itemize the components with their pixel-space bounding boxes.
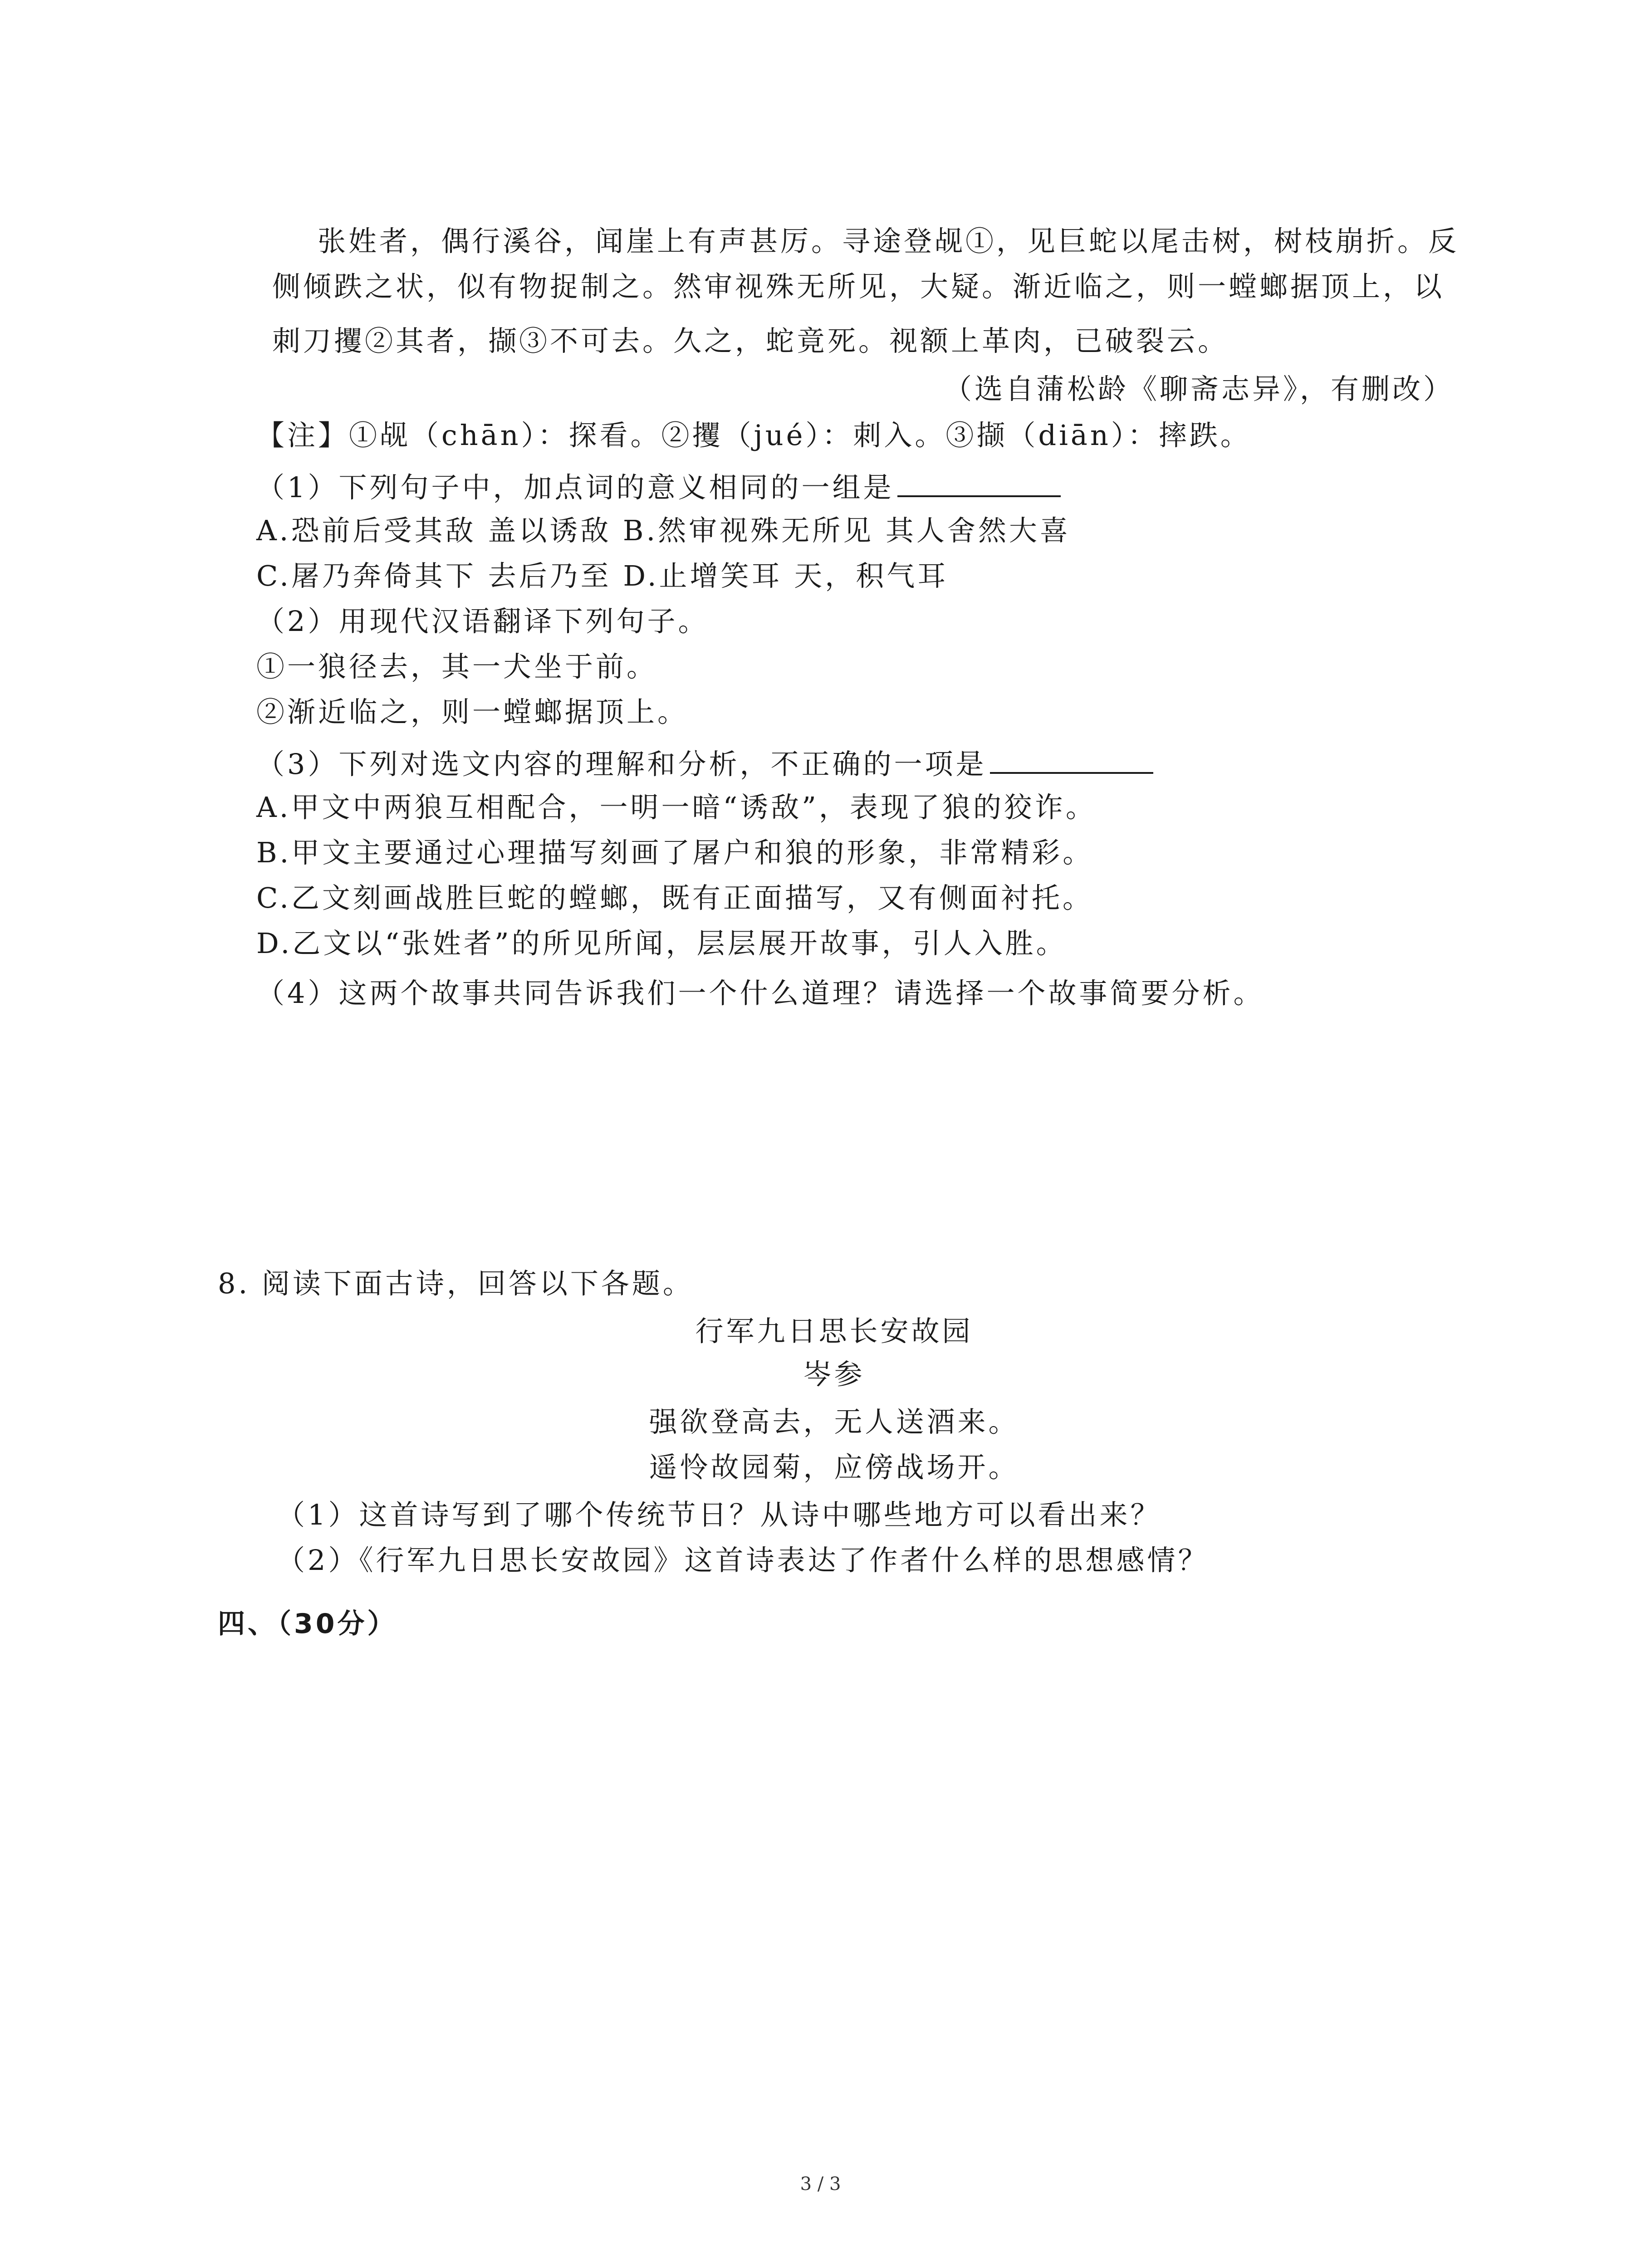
passage-line-2: 侧倾跌之状，似有物捉制之。然审视殊无所见，大疑。渐近临之，则一螳螂据顶上，以 bbox=[272, 270, 1445, 303]
passage-line-1: 张姓者，偶行溪谷，闻崖上有声甚厉。寻途登觇①，见巨蛇以尾击树，树枝崩折。反 bbox=[318, 225, 1460, 258]
q7-sub2: （2）用现代汉语翻译下列句子。 bbox=[256, 605, 709, 638]
page-number: 3 / 3 bbox=[800, 2174, 841, 2195]
section-4-heading: 四、（30分） bbox=[218, 1608, 397, 1640]
q7-sub3-option-d: D.乙文以“张姓者”的所见所闻，层层展开故事，引人入胜。 bbox=[256, 927, 1067, 960]
poem-line-1: 强欲登高去，无人送酒来。 bbox=[649, 1405, 1019, 1438]
q7-sub1-text: （1）下列句子中，加点词的意义相同的一组是 bbox=[256, 471, 894, 504]
q7-sub2-sentence-1: ①一狼径去，其一犬坐于前。 bbox=[256, 650, 658, 683]
q7-sub1 bbox=[256, 467, 1061, 506]
q7-sub1-options-cd: C.屠乃奔倚其下 去后乃至 D.止增笑耳 天，积气耳 bbox=[256, 559, 949, 592]
q7-sub3-option-a: A.甲文中两狼互相配合，一明一暗“诱敌”，表现了狼的狡诈。 bbox=[256, 791, 1097, 824]
poem-title: 行军九日思长安故园 bbox=[695, 1315, 973, 1348]
q7-sub4: （4）这两个故事共同告诉我们一个什么道理？请选择一个故事简要分析。 bbox=[256, 977, 1264, 1010]
passage-note: 【注】①觇（chān）：探看。②攫（jué）：刺入。③撷（diān）：摔跌。 bbox=[256, 419, 1251, 452]
q8-sub2: （2）《行军九日思长安故园》这首诗表达了作者什么样的思想感情？ bbox=[277, 1544, 1209, 1577]
poem-author: 岑参 bbox=[803, 1358, 865, 1391]
q7-sub3-option-b: B.甲文主要通过心理描写刻画了屠户和狼的形象，非常精彩。 bbox=[256, 836, 1094, 869]
q7-sub3-text: （3）下列对选文内容的理解和分析，不正确的一项是 bbox=[256, 748, 987, 781]
q7-sub3-answer-blank[interactable] bbox=[990, 744, 1153, 774]
q7-sub3 bbox=[256, 744, 1153, 782]
passage-line-3: 刺刀攫②其者，撷③不可去。久之，蛇竟死。视额上革肉，已破裂云。 bbox=[272, 324, 1229, 357]
q7-sub1-options-ab: A.恐前后受其敌 盖以诱敌 B.然审视殊无所见 其人舍然大喜 bbox=[256, 514, 1071, 547]
q8-stem: 8. 阅读下面古诗，回答以下各题。 bbox=[218, 1267, 694, 1300]
poem-line-2: 遥怜故园菊，应傍战场开。 bbox=[649, 1451, 1019, 1484]
q7-sub2-sentence-2: ②渐近临之，则一螳螂据顶上。 bbox=[256, 695, 689, 728]
q8-sub1: （1）这首诗写到了哪个传统节日？从诗中哪些地方可以看出来？ bbox=[277, 1498, 1161, 1531]
passage-source: （选自蒲松龄《聊斋志异》，有删改） bbox=[944, 372, 1455, 406]
q7-sub3-option-c: C.乙文刻画战胜巨蛇的螳螂，既有正面描写，又有侧面衬托。 bbox=[256, 881, 1093, 914]
q7-sub1-answer-blank[interactable] bbox=[897, 467, 1061, 497]
